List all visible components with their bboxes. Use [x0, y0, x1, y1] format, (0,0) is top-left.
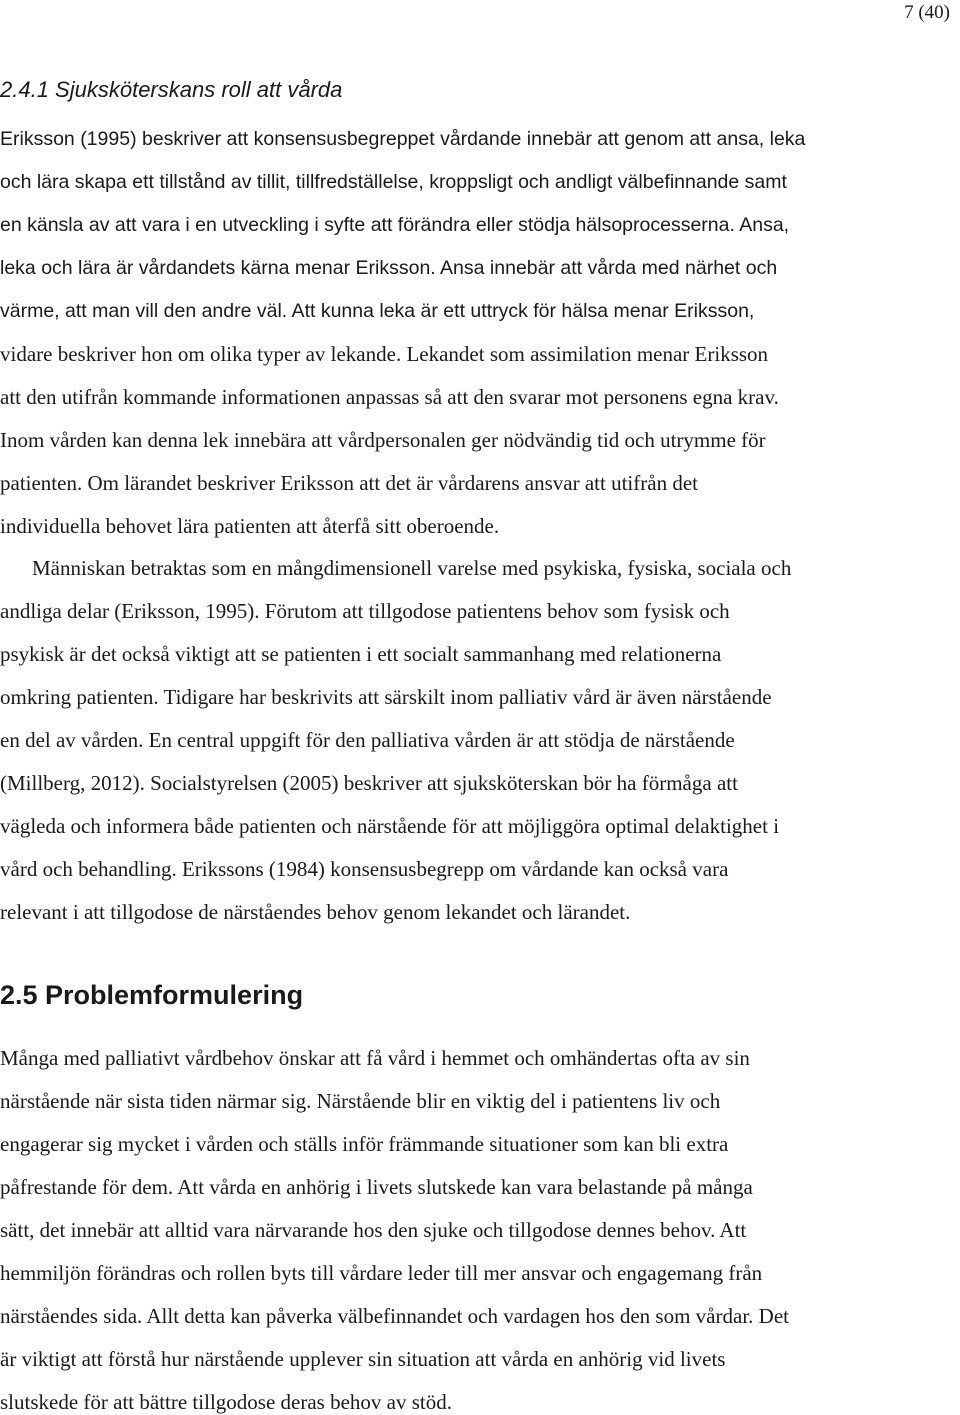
- section-heading-2-5: 2.5 Problemformulering: [0, 980, 304, 1010]
- text-line: en del av vården. En central uppgift för den palliativa vården är att stödja de närstående: [0, 728, 735, 752]
- text-line: omkring patienten. Tidigare har beskrivits att särskilt inom palliativ vård är även närstående: [0, 685, 772, 709]
- text-line: Många med palliativt vårdbehov önskar att få vård i hemmet och omhändertas ofta av sin: [0, 1046, 750, 1070]
- text-line: psykisk är det också viktigt att se patienten i ett socialt sammanhang med relationerna: [0, 642, 722, 666]
- section-heading-2-4-1: 2.4.1 Sjuksköterskans roll att vårda: [0, 77, 343, 102]
- text-line: leka och lära är vårdandets kärna menar Eriksson. Ansa innebär att vårda med närhet och: [0, 257, 778, 279]
- text-line: sätt, det innebär att alltid vara närvarande hos den sjuke och tillgodose dennes behov. Att: [0, 1218, 747, 1242]
- text-line: Inom vården kan denna lek innebära att vårdpersonalen ger nödvändig tid och utrymme för: [0, 428, 766, 452]
- text-line: vidare beskriver hon om olika typer av lekande. Lekandet som assimilation menar Eriksson: [0, 342, 769, 366]
- text-line: individuella behovet lära patienten att återfå sitt oberoende.: [0, 514, 500, 538]
- text-line: är viktigt att förstå hur närstående upplever sin situation att vårda en anhörig vid livets: [0, 1347, 726, 1371]
- text-line: en känsla av att vara i en utveckling i syfte att förändra eller stödja hälsoprocesserna. Ansa,: [0, 214, 790, 236]
- text-line: slutskede för att bättre tillgodose deras behov av stöd.: [0, 1390, 452, 1414]
- text-line: påfrestande för dem. Att vårda en anhörig i livets slutskede kan vara belastande på många: [0, 1175, 753, 1199]
- text-line: andliga delar (Eriksson, 1995). Förutom att tillgodose patientens behov som fysisk och: [0, 599, 730, 623]
- text-line: Människan betraktas som en mångdimensionell varelse med psykiska, fysiska, sociala och: [32, 556, 792, 580]
- text-line: patienten. Om lärandet beskriver Eriksson att det är vårdarens ansvar att utifrån det: [0, 471, 698, 495]
- text-line: vägleda och informera både patienten och närstående för att möjliggöra optimal delaktighet i: [0, 814, 780, 838]
- text-line: hemmiljön förändras och rollen byts till vårdare leder till mer ansvar och engagemang från: [0, 1261, 763, 1285]
- text-line: närståendes sida. Allt detta kan påverka välbefinnandet och vardagen hos den som vårdar. Det: [0, 1304, 789, 1328]
- text-line: och lära skapa ett tillstånd av tillit, tillfredställelse, kroppsligt och andligt välbefinnande samt: [0, 171, 787, 193]
- text-line: värme, att man vill den andre väl. Att kunna leka är ett uttryck för hälsa menar Eriksson,: [0, 300, 755, 322]
- text-line: vård och behandling. Erikssons (1984) konsensusbegrepp om vårdande kan också vara: [0, 857, 729, 881]
- text-line: engagerar sig mycket i vården och ställs inför främmande situationer som kan bli extra: [0, 1132, 729, 1156]
- text-line: närstående när sista tiden närmar sig. Närstående blir en viktig del i patientens liv och: [0, 1089, 721, 1113]
- text-line: (Millberg, 2012). Socialstyrelsen (2005) beskriver att sjuksköterskan bör ha förmåga att: [0, 771, 738, 795]
- text-line: relevant i att tillgodose de närståendes behov genom lekandet och lärandet.: [0, 900, 631, 924]
- page-number: 7 (40): [904, 2, 950, 23]
- text-line: Eriksson (1995) beskriver att konsensusbegreppet vårdande innebär att genom att ansa, leka: [0, 128, 806, 150]
- text-line: att den utifrån kommande informationen anpassas så att den svarar mot personens egna krav.: [0, 385, 779, 409]
